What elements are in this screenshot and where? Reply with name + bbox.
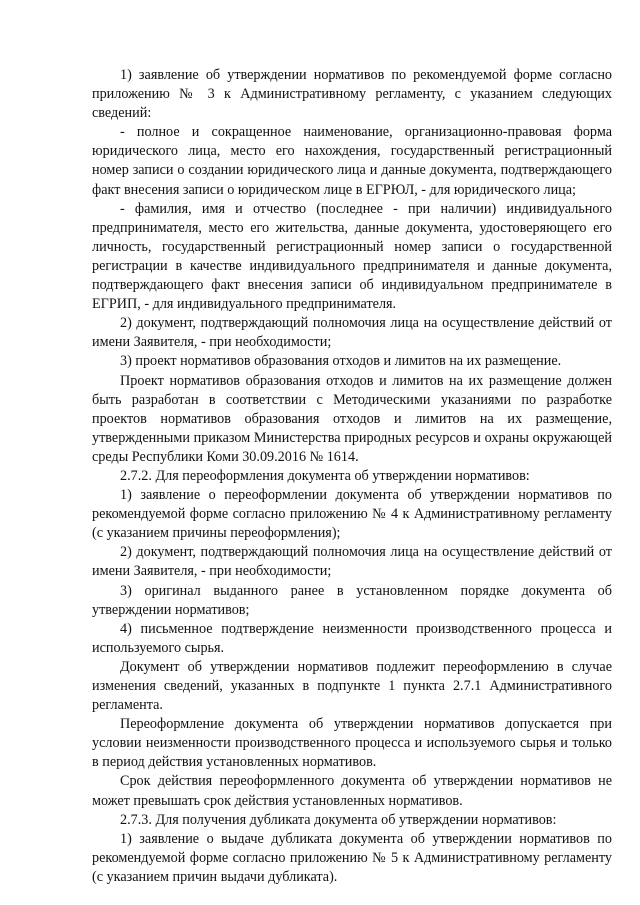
paragraph-legal-entity-info: - полное и сокращенное наименование, организационно-правовая форма юридического лица, место его нахождения, государственный регистрационный номер записи о создании юридического лица и данные документа, подтверждающего факт внесения записи о юридическом лице в ЕГРЮЛ, - для юридического лица; (92, 124, 612, 198)
paragraph-item-2-authority-doc: 2) документ, подтверждающий полномочия лица на осуществление действий от имени Заявителя, - при необходимости; (92, 315, 612, 351)
paragraph-reissue-validity: Срок действия переоформленного документа об утверждении нормативов не может превышать срок действия установленных нормативов. (92, 773, 612, 809)
paragraph-reissue-allowed: Переоформление документа об утверждении нормативов допускается при условии неизменности производственного процесса и используемого сырья и только в период действия установленных нормативов. (92, 716, 612, 771)
paragraph-reissue-item-1: 1) заявление о переоформлении документа об утверждении нормативов по рекомендуемой форме согласно приложению № 4 к Административному регламенту (с указанием причины переоформления); (92, 487, 612, 542)
paragraph-item-3-draft-norms: 3) проект нормативов образования отходов и лимитов на их размещение. (120, 353, 562, 370)
paragraph-reissue-item-4: 4) письменное подтверждение неизменности производственного процесса и используемого сырья. (92, 620, 612, 656)
paragraph-section-2-7-3: 2.7.3. Для получения дубликата документа об утверждении нормативов: (120, 811, 557, 828)
paragraph-item-1-application: 1) заявление об утверждении нормативов по рекомендуемой форме согласно приложению № 3 к Административному регламенту, с указанием следующих сведений: (92, 67, 612, 122)
paragraph-reissue-condition: Документ об утверждении нормативов подлежит переоформлению в случае изменения сведений, указанных в подпункте 1 пункта 2.7.1 Административного регламента. (92, 658, 612, 714)
paragraph-reissue-item-2: 2) документ, подтверждающий полномочия лица на осуществление действий от имени Заявителя, - при необходимости; (92, 544, 612, 580)
paragraph-draft-norms-requirements: Проект нормативов образования отходов и лимитов на их размещение должен быть разработан в соответствии с Методическими указаниями по разработке проектов нормативов образования отходов и лимитов на их размещение, утвержденными приказом Министерства природных ресурсов и охраны окружающей среды Республики Коми 30.09.2016 № 1614. (92, 372, 612, 465)
paragraph-duplicate-item-1: 1) заявление о выдаче дубликата документа об утверждении нормативов по рекомендуемой форме согласно приложению № 5 к Административному регламенту (с указанием причин выдачи дубликата). (92, 830, 612, 885)
paragraph-section-2-7-2: 2.7.2. Для переоформления документа об утверждении нормативов: (120, 467, 530, 484)
paragraph-reissue-item-3: 3) оригинал выданного ранее в установленном порядке документа об утверждении нормативов; (92, 582, 612, 618)
paragraph-entrepreneur-info: - фамилия, имя и отчество (последнее - при наличии) индивидуального предпринимателя, место его жительства, данные документа, удостоверяющего его личность, государственный регистрационный номер записи о государственной регистрации в качестве индивидуального предпринимателя и данные документа, подтверждающего факт внесения записи об индивидуальном предпринимателе в ЕГРИП, - для индивидуального предпринимателя. (92, 200, 612, 313)
